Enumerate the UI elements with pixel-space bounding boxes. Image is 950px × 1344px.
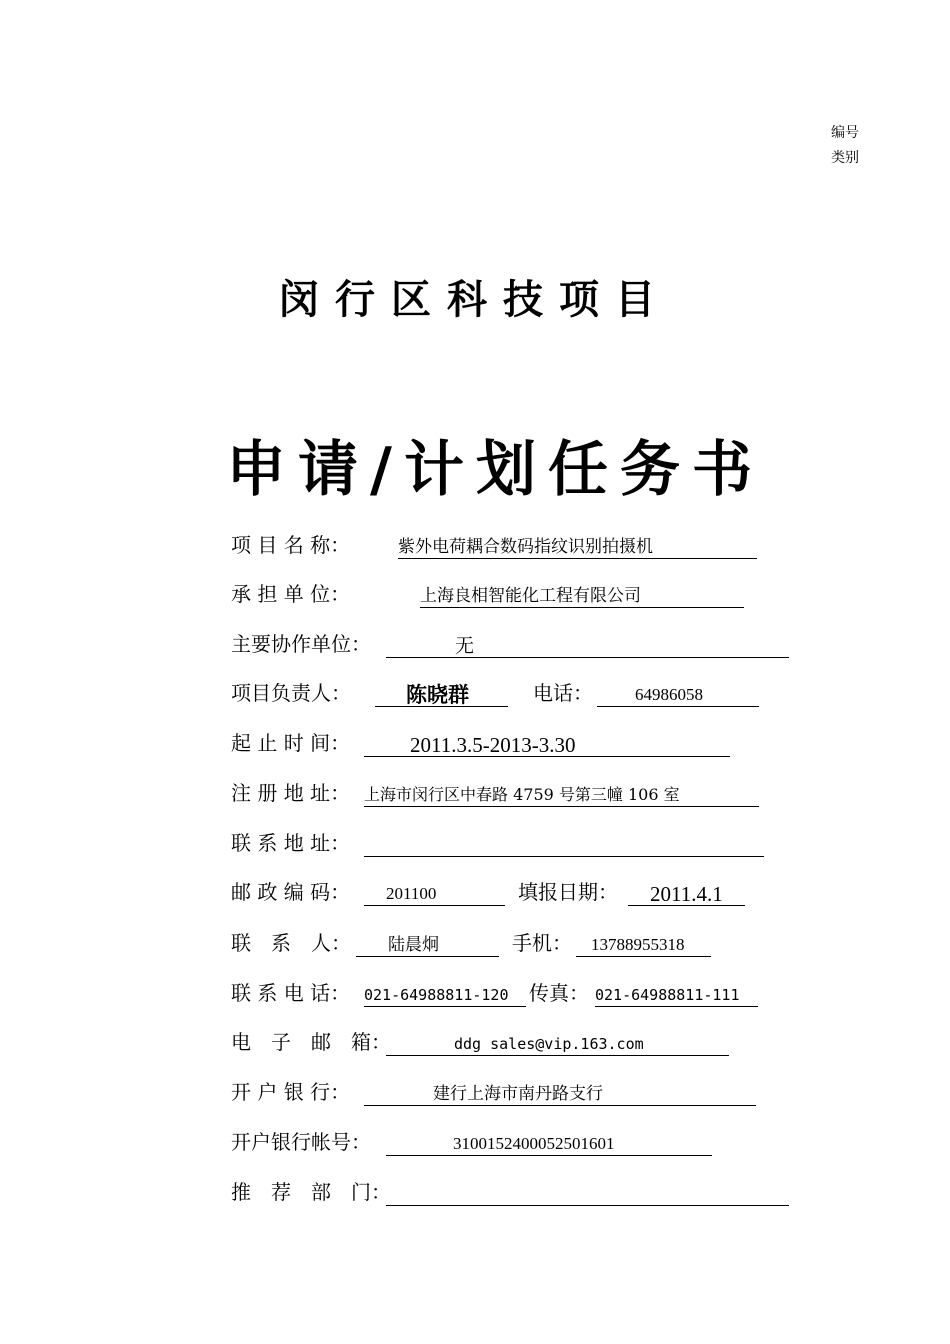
- contact-person-field[interactable]: [356, 930, 499, 957]
- bank-field[interactable]: [364, 1079, 756, 1106]
- partner-value: 无: [455, 635, 475, 657]
- recommend-dept-label: 推 荐 部 门：: [231, 1180, 391, 1204]
- title-line-1: 闵行区科技项目: [279, 277, 671, 323]
- contact-phone-field[interactable]: [364, 980, 526, 1007]
- bank-account-label: 开户银行帐号：: [231, 1130, 371, 1154]
- fill-date-label: 填报日期：: [518, 880, 618, 904]
- phone-field[interactable]: [597, 680, 759, 707]
- email-field[interactable]: [386, 1029, 729, 1056]
- undertaker-field[interactable]: [420, 581, 744, 608]
- phone-label: 电话：: [533, 681, 593, 705]
- leader-field[interactable]: [375, 680, 508, 707]
- leader-value: 陈晓群: [406, 683, 469, 707]
- leader-label: 项目负责人：: [231, 681, 351, 705]
- number-label: 编号: [831, 125, 859, 141]
- recommend-dept-field[interactable]: [386, 1179, 789, 1206]
- email-value: ddg sales@vip.163.com: [454, 1035, 644, 1053]
- title-line-2: 申请/计划任务书: [226, 435, 764, 505]
- bank-value: 建行上海市南丹路支行: [433, 1084, 603, 1104]
- postcode-field[interactable]: [364, 879, 505, 906]
- email-label: 电 子 邮 箱：: [231, 1030, 391, 1054]
- contact-person-value: 陆晨炯: [388, 935, 439, 955]
- bank-label: 开 户 银 行：: [231, 1080, 351, 1104]
- contact-address-field[interactable]: [364, 830, 764, 857]
- period-field[interactable]: [364, 730, 730, 757]
- mobile-value: 13788955318: [591, 935, 685, 954]
- contact-person-label: 联 系 人：: [231, 931, 351, 955]
- project-name-value: 紫外电荷耦合数码指纹识别拍摄机: [398, 537, 653, 557]
- reg-address-field[interactable]: [364, 780, 759, 807]
- category-label: 类别: [831, 150, 859, 166]
- partner-label: 主要协作单位：: [231, 632, 371, 656]
- mobile-label: 手机：: [512, 931, 572, 955]
- fax-field[interactable]: [595, 980, 758, 1007]
- fax-label: 传真：: [529, 981, 589, 1005]
- contact-phone-value: 021-64988811-120: [364, 986, 509, 1004]
- fill-date-value: 2011.4.1: [650, 882, 723, 906]
- undertaker-value: 上海良相智能化工程有限公司: [420, 586, 641, 606]
- project-name-label: 项 目 名 称：: [231, 533, 351, 557]
- period-value: 2011.3.5-2013-3.30: [410, 733, 576, 757]
- bank-account-value: 3100152400052501601: [453, 1134, 615, 1153]
- reg-address-value: 上海市闵行区中春路 4759 号第三幢 106 室: [364, 785, 680, 804]
- mobile-field[interactable]: [576, 930, 711, 957]
- contact-phone-label: 联 系 电 话：: [231, 981, 351, 1005]
- bank-account-field[interactable]: [386, 1129, 712, 1156]
- partner-field[interactable]: [386, 631, 789, 658]
- period-label: 起 止 时 间：: [231, 731, 351, 755]
- postcode-label: 邮 政 编 码：: [231, 880, 351, 904]
- phone-value: 64986058: [635, 685, 703, 704]
- postcode-value: 201100: [386, 884, 437, 903]
- project-name-field[interactable]: [398, 532, 757, 559]
- contact-address-label: 联 系 地 址：: [231, 831, 351, 855]
- reg-address-label: 注 册 地 址：: [231, 781, 351, 805]
- fill-date-field[interactable]: [628, 879, 745, 906]
- undertaker-label: 承 担 单 位：: [231, 582, 351, 606]
- fax-value: 021-64988811-111: [595, 986, 740, 1004]
